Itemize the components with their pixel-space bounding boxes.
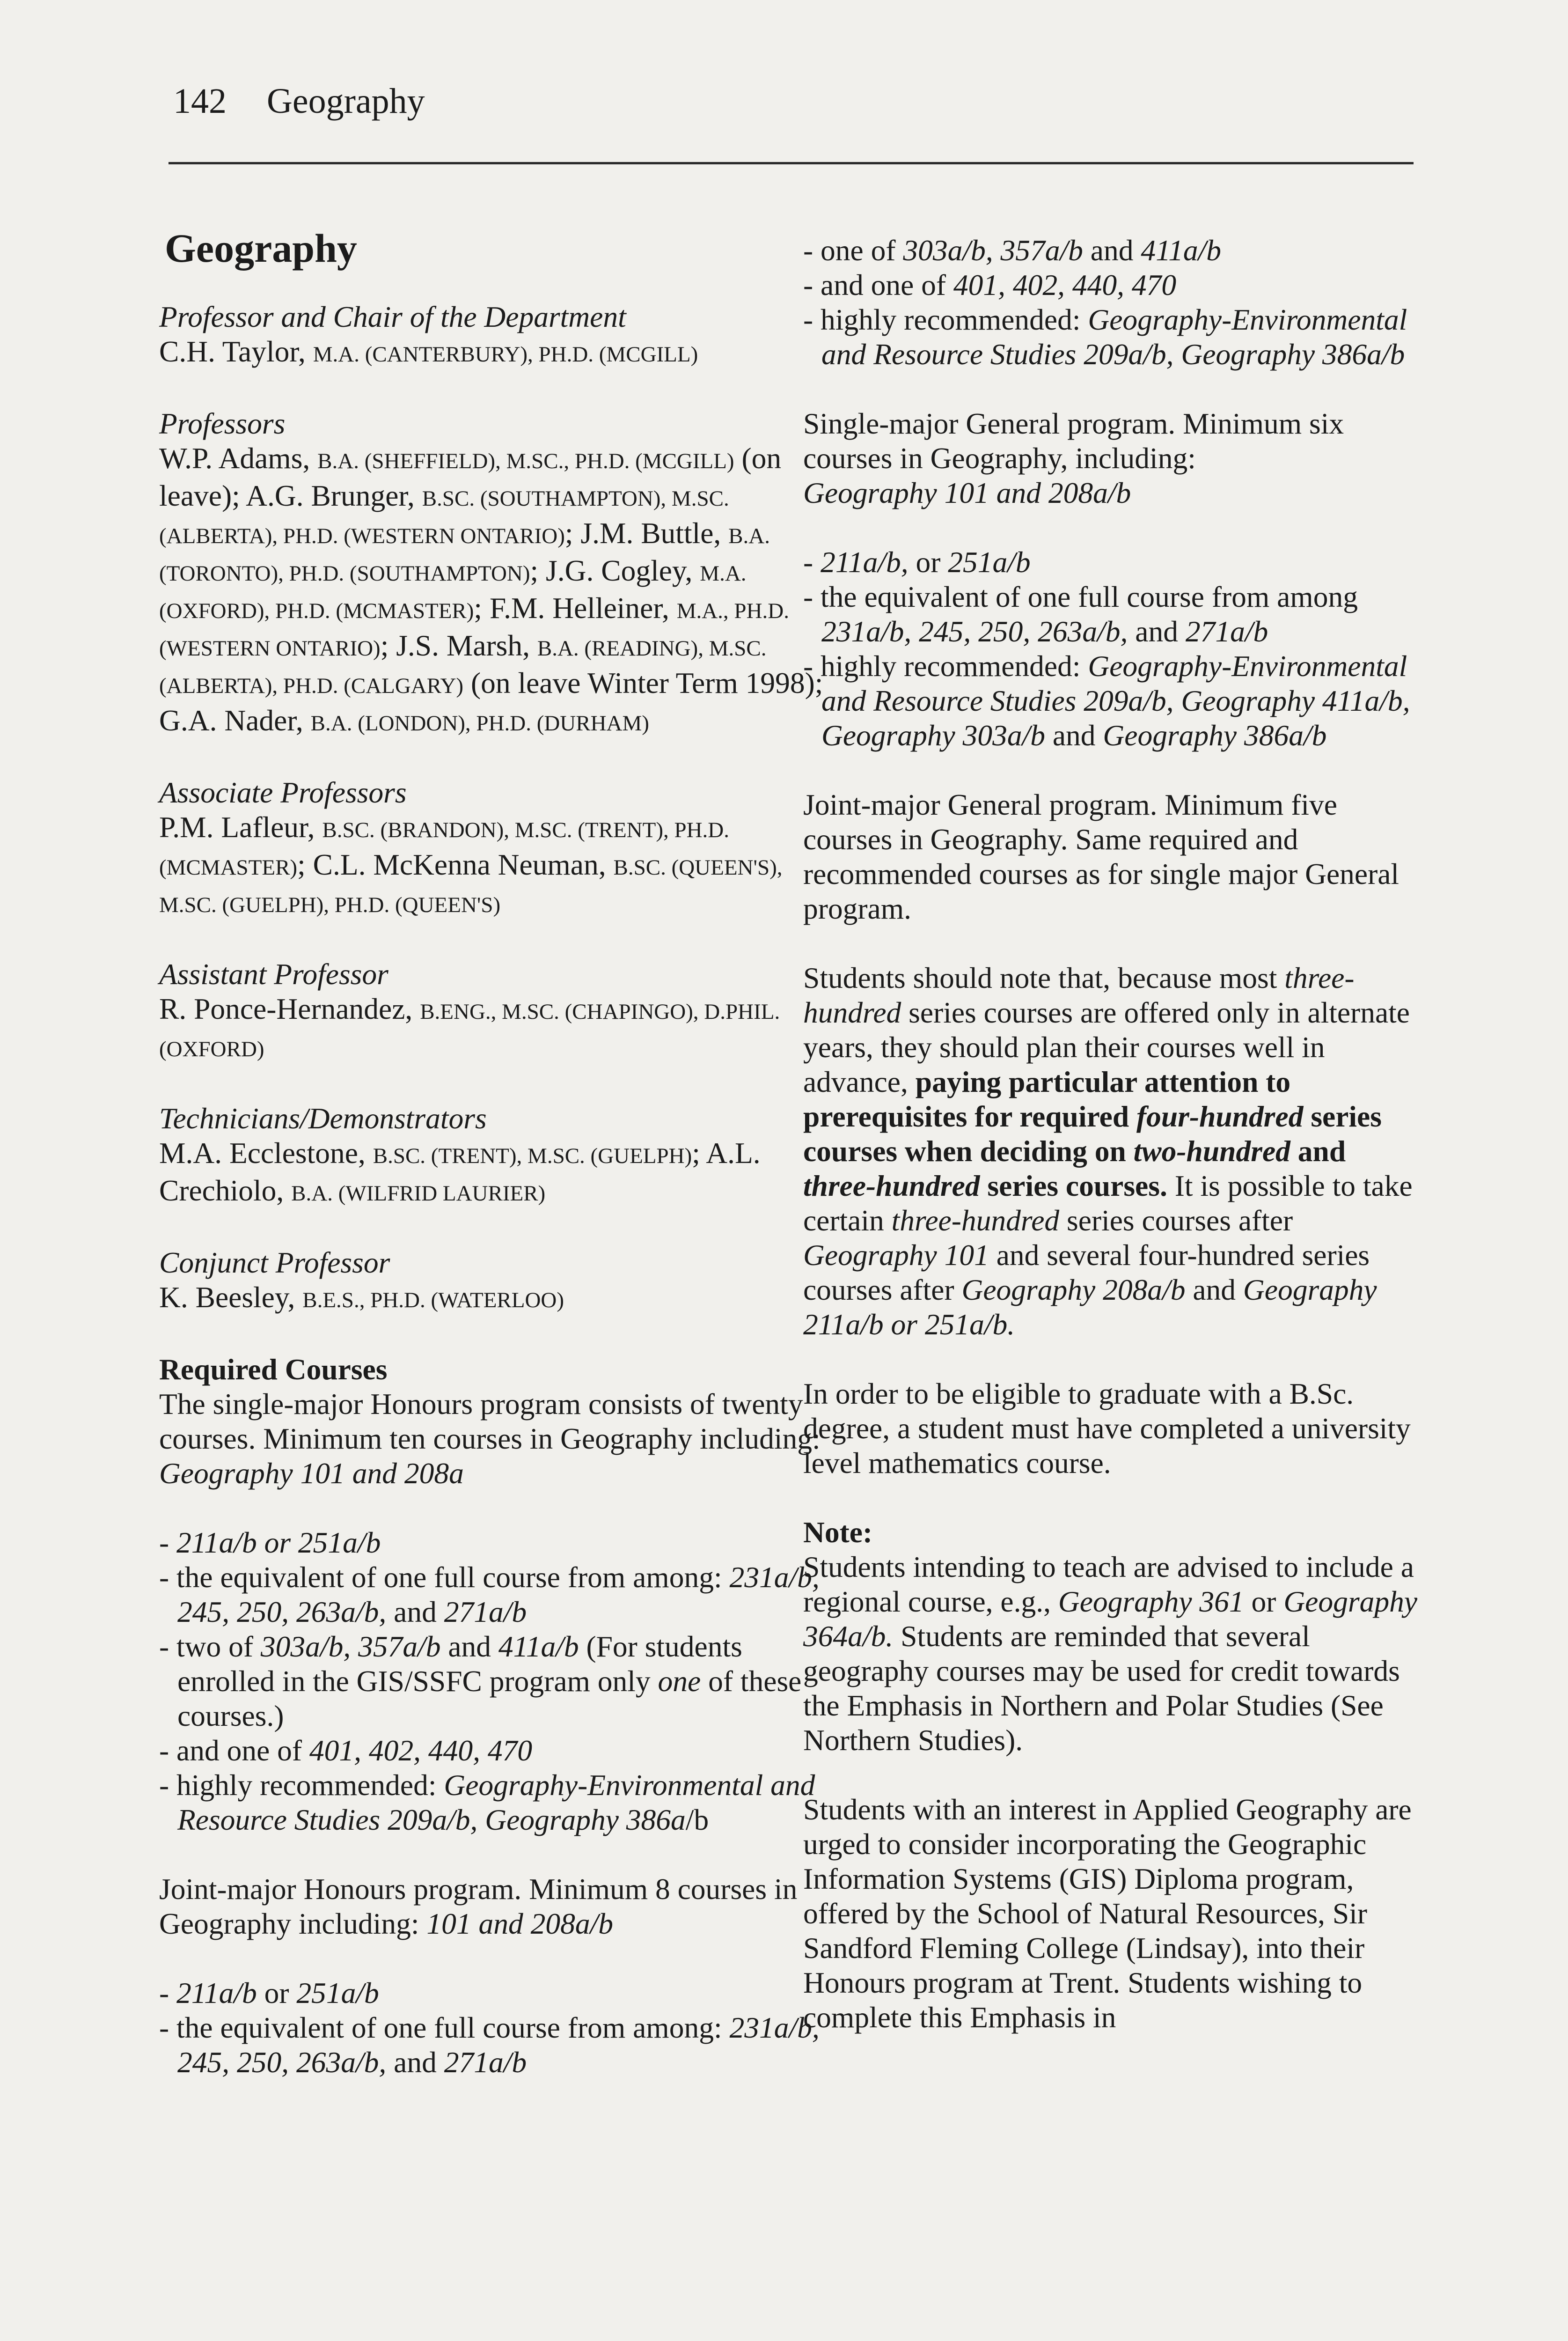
text-run: B.A. (TORONTO), PH.D. (SOUTHAMPTON) (159, 524, 770, 586)
text-run: 101 and 208a/b (426, 1907, 614, 1940)
text-run: 411a/b (1141, 234, 1222, 267)
text-run: 303a/b, 357a/b (903, 234, 1083, 267)
paragraph (159, 1872, 828, 1941)
text-run: ; F.M. Helleiner, (474, 591, 677, 625)
faculty-group (159, 957, 828, 1067)
text-run: and (386, 1595, 444, 1628)
paragraph (803, 1792, 1426, 2035)
text-run: ; A.L. Crechiolo, (159, 1136, 761, 1207)
faculty-members (159, 334, 828, 372)
paragraph (159, 1352, 828, 1491)
text-run: three-hundred (803, 1169, 980, 1202)
text-run: (For students enrolled in the GIS/SSFC program only (177, 1630, 742, 1698)
text-run: /b (685, 1803, 709, 1836)
list-item (803, 580, 1426, 649)
text-run: and (1128, 615, 1186, 648)
text-run: - highly recommended: (159, 1768, 444, 1802)
text-run: B.E.S., PH.D. (WATERLOO) (302, 1288, 564, 1312)
required-courses (159, 1352, 828, 2080)
text-run: - one of (803, 234, 903, 267)
text-run: series courses. (980, 1169, 1167, 1202)
paragraph (803, 961, 1426, 1342)
list-item (159, 1525, 828, 1560)
text-run: and (1083, 234, 1141, 267)
text-run: two-hundred (1133, 1134, 1290, 1168)
text-run: R. Ponce-Hernandez, (159, 992, 420, 1025)
list-item (159, 1733, 828, 1768)
text-run: B.ENG., M.SC. (CHAPINGO), D.PHIL. (OXFORD) (159, 1000, 780, 1061)
text-run: B.A. (LONDON), PH.D. (DURHAM) (310, 711, 649, 736)
text-run: 211a/b or 251a/b (176, 1526, 381, 1559)
section-title: Geography (165, 226, 357, 271)
text-run: 411a/b (498, 1630, 579, 1663)
text-run: 231a/b, 245, 250, 263a/b, (177, 1561, 820, 1628)
list-item (159, 1976, 828, 2010)
text-run: W.P. Adams, (159, 442, 318, 475)
text-run: - (159, 1976, 177, 2010)
text-run: - the equivalent of one full course from among: (159, 1561, 730, 1594)
text-run: 303a/b, 357a/b (260, 1630, 441, 1663)
text-run: Geography 386a/b (1103, 719, 1327, 752)
text-run: P.M. Lafleur, (159, 810, 322, 844)
text-run: 251a/b (948, 545, 1031, 579)
faculty-role: Professor and Chair of the Department (159, 300, 626, 333)
text-run: one (658, 1664, 701, 1698)
text-run: 401, 402, 440, 470 (953, 268, 1177, 302)
text-run: - the equivalent of one full course from among: (159, 2011, 730, 2044)
faculty-members (159, 441, 828, 741)
text-run: Geography-Environmental and Resource Studies 209a/b, Geography 386a (177, 1768, 815, 1836)
text-run: B.SC. (BRANDON), M.SC. (TRENT), PH.D. (MCMASTER) (159, 818, 729, 880)
faculty-role: Technicians/Demonstrators (159, 1102, 487, 1135)
text-run: Students intending to teach are advised to include a regional course, e.g., (803, 1550, 1414, 1618)
text-run: 271a/b (444, 1595, 527, 1628)
text-run: (on leave); A.G. Brunger, (159, 442, 782, 512)
list-item (803, 649, 1426, 753)
list-item (159, 1629, 828, 1733)
faculty-group (159, 406, 828, 741)
text-run: C.H. Taylor, (159, 335, 313, 368)
text-run: series courses after (1059, 1204, 1293, 1237)
text-run: ; J.M. Buttle, (564, 516, 729, 550)
faculty-role: Professors (159, 407, 286, 440)
text-run: - and one of (803, 268, 953, 302)
text-run: three-hundred (803, 961, 1355, 1029)
left-column (159, 225, 828, 2080)
text-run: and (1045, 719, 1103, 752)
text-run: - (159, 1526, 177, 1559)
text-run: ; J.S. Marsh, (380, 629, 537, 662)
text-run: Geography 101 and 208a/b (803, 476, 1131, 509)
faculty-role: Assistant Professor (159, 957, 388, 991)
program-notes (803, 233, 1426, 2035)
list-item (803, 268, 1426, 302)
text-run: and (440, 1630, 498, 1663)
text-run: four-hundred (1136, 1100, 1304, 1133)
text-run: - highly recommended: (803, 649, 1088, 683)
list-item (803, 545, 1426, 580)
text-run: Required Courses (159, 1353, 388, 1386)
text-run: K. Beesley, (159, 1281, 303, 1314)
text-run: B.A. (SHEFFIELD), M.SC., PH.D. (MCGILL) (317, 449, 734, 473)
text-run: Joint-major Honours program. Minimum 8 courses in Geography including: (159, 1872, 798, 1940)
text-run: Geography 208a/b (961, 1273, 1186, 1306)
text-run: series courses when deciding on (803, 1100, 1382, 1168)
faculty-group (159, 775, 828, 922)
faculty-members (159, 810, 828, 922)
text-run: Geography 211a/b or 251a/b. (803, 1273, 1377, 1341)
faculty-list (159, 300, 828, 1318)
text-run: paying particular attention to prerequisites for required (803, 1065, 1291, 1133)
paragraph (803, 788, 1426, 926)
text-run: B.A. (WILFRID LAURIER) (291, 1181, 546, 1206)
text-run: Students should note that, because most (803, 961, 1285, 994)
faculty-role: Associate Professors (159, 776, 407, 809)
text-run: or (256, 1976, 297, 2010)
faculty-group (159, 300, 828, 372)
page-number: 142 (173, 81, 227, 121)
text-run: 271a/b (1185, 615, 1268, 648)
list-item (159, 1768, 828, 1837)
text-run: 211a/b, (821, 545, 909, 579)
text-run: Geography 364a/b. (803, 1585, 1418, 1653)
text-run: 231a/b, 245, 250, 263a/b, (821, 615, 1128, 648)
text-run: 271a/b (444, 2046, 527, 2079)
text-run: 231a/b, 245, 250, 263a/b, (177, 2011, 820, 2079)
text-run: 211a/b (176, 1976, 257, 2010)
right-column (803, 233, 1426, 2069)
faculty-group (159, 1245, 828, 1318)
text-run: Geography 361 (1058, 1585, 1244, 1618)
text-run: B.A. (READING), M.SC. (ALBERTA), PH.D. (CALGARY) (159, 636, 767, 698)
text-run: - the equivalent of one full course from among (803, 580, 1358, 613)
running-title: Geography (267, 81, 425, 121)
faculty-members (159, 992, 828, 1067)
text-run: Note: (803, 1516, 873, 1549)
text-run: - two of (159, 1630, 261, 1663)
text-run: Geography-Environmental and Resource Studies 209a/b, Geography 411a/b, Geography 303a/b (821, 649, 1410, 752)
text-run: ; C.L. McKenna Neuman, (297, 848, 614, 881)
text-run: - highly recommended: (803, 303, 1088, 336)
text-run: and (386, 2046, 444, 2079)
text-run: three-hundred (891, 1204, 1060, 1237)
text-run: - and one of (159, 1734, 309, 1767)
text-run: and several four-hundred series courses after (803, 1238, 1370, 1306)
text-run: ; J.G. Cogley, (530, 554, 700, 587)
text-run: or (1244, 1585, 1284, 1618)
text-run: Students are reminded that several geography courses may be used for credit towards the Emphasis in Northern and Polar Studies (See Northern Studies). (803, 1620, 1400, 1757)
text-run: and (1290, 1134, 1346, 1168)
text-run: Single-major General program. Minimum six courses in Geography, including: (803, 407, 1344, 475)
text-run: M.A. Ecclestone, (159, 1136, 373, 1170)
list-item (803, 233, 1426, 268)
text-run: or (908, 545, 948, 579)
list-item (159, 2010, 828, 2080)
text-run: 401, 402, 440, 470 (309, 1734, 533, 1767)
faculty-members (159, 1280, 828, 1318)
text-run: Geography-Environmental and Resource Studies 209a/b, Geography 386a/b (821, 303, 1407, 371)
running-header (173, 83, 425, 119)
text-run: The single-major Honours program consists of twenty courses. Minimum ten courses in Geography including: (159, 1387, 821, 1455)
text-run: series courses are offered only in alternate years, they should plan their courses well in advance, (803, 996, 1410, 1098)
text-run: M.A., PH.D. (WESTERN ONTARIO) (159, 599, 789, 661)
list-item (159, 1560, 828, 1629)
faculty-group (159, 1101, 828, 1211)
text-run: In order to be eligible to graduate with a B.Sc. degree, a student must have completed a university level mathematics course. (803, 1377, 1411, 1480)
text-run: M.A. (CANTERBURY), PH.D. (MCGILL) (313, 342, 698, 367)
paragraph (803, 1515, 1426, 1758)
text-run: B.SC. (TRENT), M.SC. (GUELPH) (373, 1144, 692, 1168)
paragraph (803, 406, 1426, 510)
text-run: B.SC. (QUEEN'S), M.SC. (GUELPH), PH.D. (QUEEN'S) (159, 855, 783, 917)
text-run: and (1185, 1273, 1243, 1306)
text-run: Geography 101 (803, 1238, 989, 1272)
list-item (803, 302, 1426, 372)
text-run: (on leave Winter Term 1998); G.A. Nader, (159, 666, 823, 737)
text-run: 251a/b (296, 1976, 379, 2010)
text-run: M.A. (OXFORD), PH.D. (MCMASTER) (159, 561, 747, 623)
faculty-members (159, 1136, 828, 1211)
faculty-role: Conjunct Professor (159, 1246, 390, 1279)
text-run: - (803, 545, 821, 579)
text-run: of these courses.) (177, 1664, 802, 1732)
text-run: It is possible to take certain (803, 1169, 1413, 1237)
text-run: Geography 101 and 208a (159, 1457, 464, 1490)
header-rule (169, 162, 1414, 164)
text-run: Joint-major General program. Minimum five courses in Geography. Same required and recommended courses as for single major General program. (803, 788, 1399, 925)
text-run: B.SC. (SOUTHAMPTON), M.SC. (ALBERTA), PH.D. (WESTERN ONTARIO) (159, 486, 729, 548)
text-run: Students with an interest in Applied Geography are urged to consider incorporating the Geographic Information Systems (GIS) Diploma program, offered by the School of Natural Resources, Sir Sandford Fleming College (Lindsay), into their Honours program at Trent. Students wishing to complete this Emphasis in (803, 1793, 1412, 2034)
paragraph (803, 1377, 1426, 1480)
